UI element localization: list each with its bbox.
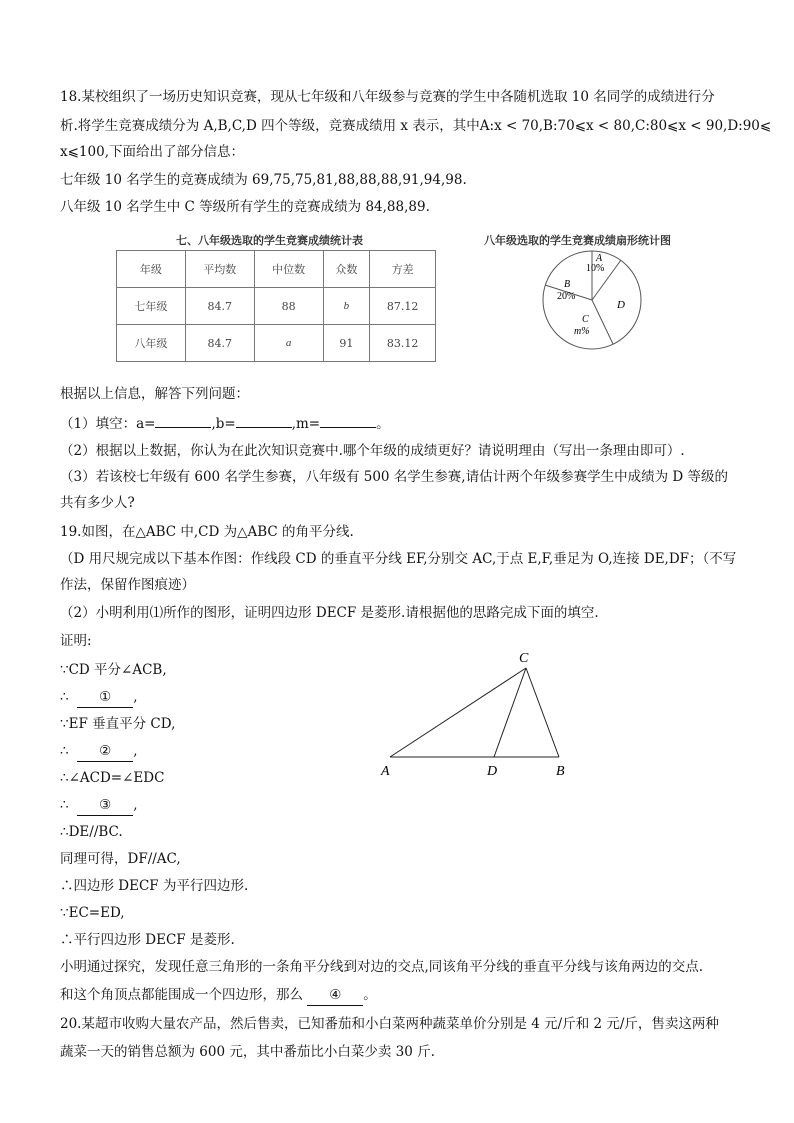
q20-line2: 蔬菜一天的销售总额为 600 元，其中番茄比小白菜少卖 30 斤. xyxy=(60,1044,435,1060)
q18-intro-line3: x⩽100,下面给出了部分信息： xyxy=(60,144,244,160)
pie-label-a: A xyxy=(596,253,603,264)
pie-label-d: D xyxy=(617,299,625,311)
pie-pct-a: 10% xyxy=(586,263,605,274)
table-cell: 83.12 xyxy=(370,325,436,362)
table-cell: 84.7 xyxy=(185,325,254,362)
triangle-figure xyxy=(376,648,576,780)
q18-grade7-scores: 七年级 10 名学生的竞赛成绩为 69,75,75,81,88,88,88,91,94,98. xyxy=(60,172,467,188)
q19-conclusion-line1: 小明通过探究，发现任意三角形的一条角平分线到对边的交点,同该角平分线的垂直平分线与该角两边的交点. xyxy=(60,959,704,975)
table-cell: 84.7 xyxy=(185,288,254,325)
table-header-cell: 众数 xyxy=(323,251,370,288)
proof-step-6: ∴ ③ , xyxy=(60,795,137,816)
q19-part1-line2: 作法，保留作图痕迹） xyxy=(60,577,195,593)
proof-step-3: ∵EF 垂直平分 CD, xyxy=(60,716,176,732)
therefore-symbol: ∴ xyxy=(60,689,69,705)
table-header-cell: 方差 xyxy=(370,251,436,288)
part1-text-m: ,m= xyxy=(291,416,321,432)
proof-blank-1[interactable]: ① xyxy=(77,687,133,708)
proof-step-4: ∴ ② , xyxy=(60,741,137,762)
pie-pct-b: 20% xyxy=(557,291,576,302)
q19-conclusion-line2 xyxy=(60,985,377,1006)
q18-part3-line2: 共有多少人? xyxy=(60,495,135,511)
table-cell: 八年级 xyxy=(117,325,186,362)
table-row xyxy=(117,325,436,362)
table-header-cell: 平均数 xyxy=(185,251,254,288)
proof-step-1: ∵CD 平分∠ACB, xyxy=(60,662,167,678)
side-ac xyxy=(390,668,526,757)
q18-grade8-scores: 八年级 10 名学生中 C 等级所有学生的竞赛成绩为 84,88,89. xyxy=(60,199,430,215)
table-header-cell: 年级 xyxy=(117,251,186,288)
q18-part3-line1: （3）若该校七年级有 600 名学生参赛，八年级有 500 名学生参赛,请估计两个年级参赛学生中成绩为 D 等级的 xyxy=(60,469,728,485)
stats-table xyxy=(116,250,436,362)
pie-pct-c: m% xyxy=(574,326,590,337)
table-header-cell: 中位数 xyxy=(254,251,323,288)
proof-blank-2[interactable]: ② xyxy=(77,741,133,762)
point-label-d: D xyxy=(487,764,498,779)
part1-end: 。 xyxy=(376,416,390,432)
table-cell: 88 xyxy=(254,288,323,325)
therefore-symbol: ∴ xyxy=(60,743,69,759)
answer-blank-b[interactable] xyxy=(236,413,292,428)
vertex-label-a: A xyxy=(381,764,390,779)
q18-intro-line2: 析.将学生竞赛成绩分为 A,B,C,D 四个等级，竞赛成绩用 x 表示，其中A:x < 70,B:70⩽x < 80,C:80⩽x < 90,D:90⩽ xyxy=(60,118,772,134)
bisector-cd xyxy=(494,668,526,757)
pie-chart-title: 八年级选取的学生竞赛成绩扇形统计图 xyxy=(484,234,671,247)
proof-blank-3[interactable]: ③ xyxy=(77,795,133,816)
side-cb xyxy=(526,668,559,757)
therefore-symbol: ∴ xyxy=(60,797,69,813)
q18-part1 xyxy=(60,413,390,434)
q19-part2: （2）小明利用⑴所作的图形，证明四边形 DECF 是菱形.请根据他的思路完成下面的填空. xyxy=(60,605,599,621)
q19-part1-line1: （D 用尺规完成以下基本作图：作线段 CD 的垂直平分线 EF,分别交 AC,于点 E,F,垂足为 O,连接 DE,DF；（不写 xyxy=(60,551,737,567)
vertex-label-c: C xyxy=(519,651,529,666)
pie-chart xyxy=(540,248,650,358)
pie-divider xyxy=(592,300,613,344)
table-cell: 91 xyxy=(323,325,370,362)
proof-step-5: ∴∠ACD=∠EDC xyxy=(60,770,165,786)
proof-step-10: ∵EC=ED, xyxy=(60,905,125,921)
part1-text-a: （1）填空：a= xyxy=(60,416,156,432)
table-cell: a xyxy=(254,325,323,362)
vertex-label-b: B xyxy=(556,764,565,779)
q18-part2: （2）根据以上数据，你认为在此次知识竞赛中.哪个年级的成绩更好？请说明理由（写出一条理由即可）. xyxy=(60,443,685,459)
part1-text-b: ,b= xyxy=(211,416,236,432)
table-cell: 七年级 xyxy=(117,288,186,325)
proof-step-8: 同理可得，DF//AC, xyxy=(60,851,181,867)
pie-label-c: C xyxy=(582,314,589,325)
pie-label-b: B xyxy=(564,279,571,290)
q18-intro-line1: 18.某校组织了一场历史知识竞赛，现从七年级和八年级参与竞赛的学生中各随机选取 10 名同学的成绩进行分 xyxy=(60,89,715,105)
answer-blank-m[interactable] xyxy=(320,413,376,428)
table-cell: b xyxy=(323,288,370,325)
proof-label: 证明: xyxy=(60,633,92,649)
table-header-row xyxy=(117,251,436,288)
proof-blank-4[interactable]: ④ xyxy=(307,985,363,1006)
stats-table-title: 七、八年级选取的学生竞赛成绩统计表 xyxy=(176,234,363,247)
proof-step-7: ∴DE//BC. xyxy=(60,824,123,840)
answer-blank-a[interactable] xyxy=(155,413,211,428)
proof-step-11: ∴平行四边形 DECF 是菱形. xyxy=(60,932,235,948)
q20-line1: 20.某超市收购大量农产品，然后售卖，已知番茄和小白菜两种蔬菜单价分别是 4 元/斤和 2 元/斤，售卖这两种 xyxy=(60,1016,719,1032)
q18-ask: 根据以上信息，解答下列问题： xyxy=(60,386,249,402)
proof-step-2: ∴ ① , xyxy=(60,687,137,708)
conclusion-text: 和这个角顶点都能围成一个四边形，那么 xyxy=(60,987,303,1003)
q19-intro: 19.如图，在△ABC 中,CD 为△ABC 的角平分线. xyxy=(60,524,354,540)
table-row xyxy=(117,288,436,325)
conclusion-end: 。 xyxy=(363,987,377,1003)
proof-step-9: ∴四边形 DECF 为平行四边形. xyxy=(60,878,249,894)
table-cell: 87.12 xyxy=(370,288,436,325)
